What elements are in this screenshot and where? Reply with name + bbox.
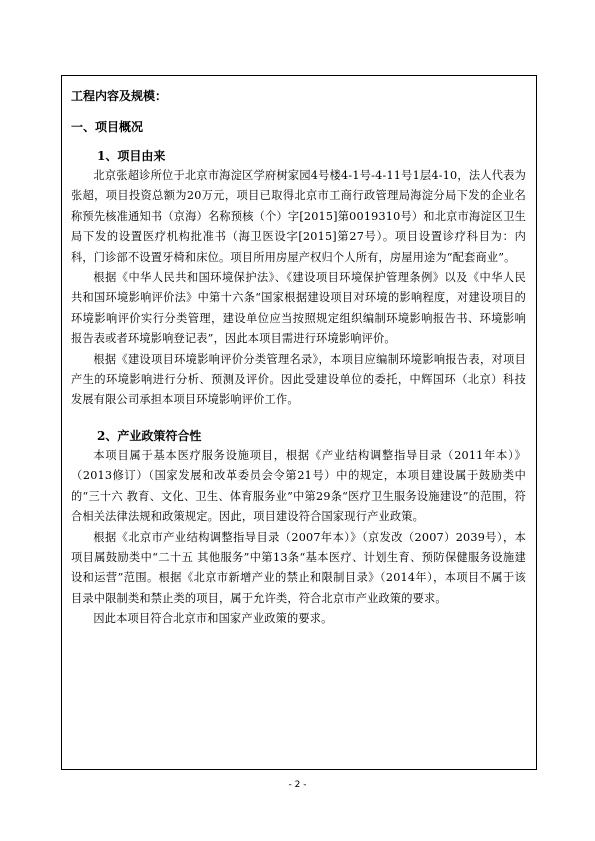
content-frame: [61, 75, 537, 770]
subsection-title: 2、产业政策符合性: [97, 428, 202, 443]
page-number: - 2 -: [288, 780, 307, 790]
header-title: 工程内容及规模：: [71, 89, 168, 103]
section-title: 一、项目概况: [71, 120, 144, 134]
paragraph: 因此本项目符合北京市和国家产业政策的要求。: [93, 612, 333, 626]
content-body: [71, 86, 526, 630]
paragraph: 根据《中华人民共和国环境保护法》、《建设项目环境保护管理条例》以及《中华人民共和国环境影响评价法》中第十六条“国家根据建设项目对环境的影响程度，对建设项目的环境影响评价实行分类管理，建设单位应当按照规定组织编制环境影响报告书、环境影响报告表或者环境影响登记表”，因此本项目需进行环境影响评价。: [71, 271, 526, 346]
paragraph: 根据《北京市产业结构调整指导目录（2007年本）》（京发改（2007）2039号），本项目属鼓励类中“二十五 其他服务”中第13条“基本医疗、计划生育、预防保健服务设施建设和运营”范围。根据《北京市新增产业的禁止和限制目录》（2014年），本项目不属于该目录中限制类和禁止类的项目，属于允许类，符合北京市产业政策的要求。: [71, 530, 526, 605]
subsection-title: 1、项目由来: [97, 149, 166, 163]
paragraph: 根据《建设项目环境影响评价分类管理名录》，本项目应编制环境影响报告表，对项目产生的环境影响进行分析、预测及评价。因此受建设单位的委托，中辉国环（北京）科技发展有限公司承担本项目环境影响评价工作。: [71, 352, 526, 407]
paragraph: 本项目属于基本医疗服务设施项目，根据《产业结构调整指导目录（2011年本）》（2013修订）（国家发展和改革委员会令第21号）中的规定，本项目建设属于鼓励类中的“三十六 教育、文化、卫生、体育服务业”中第29条“医疗卫生服务设施建设”的范围，符合相关法律法规和政策规定。因此，项目建设符合国家现行产业政策。: [71, 448, 526, 524]
paragraph: 北京张超诊所位于北京市海淀区学府树家园4号楼4-1号-4-11号1层4-10，法人代表为张超，项目投资总额为20万元，项目已取得北京市工商行政管理局海淀分局下发的企业名称预先核准通知书（京海）名称预核（个）字[2015]第0019310号）和北京市海淀区卫生局下发的设置医疗机构批准书（海卫医设字[2015]第27号）。项目设置诊疗科目为：内科，门诊部不设置牙椅和床位。项目所用房屋产权归个人所有，房屋用途为“配套商业”。: [71, 169, 526, 264]
